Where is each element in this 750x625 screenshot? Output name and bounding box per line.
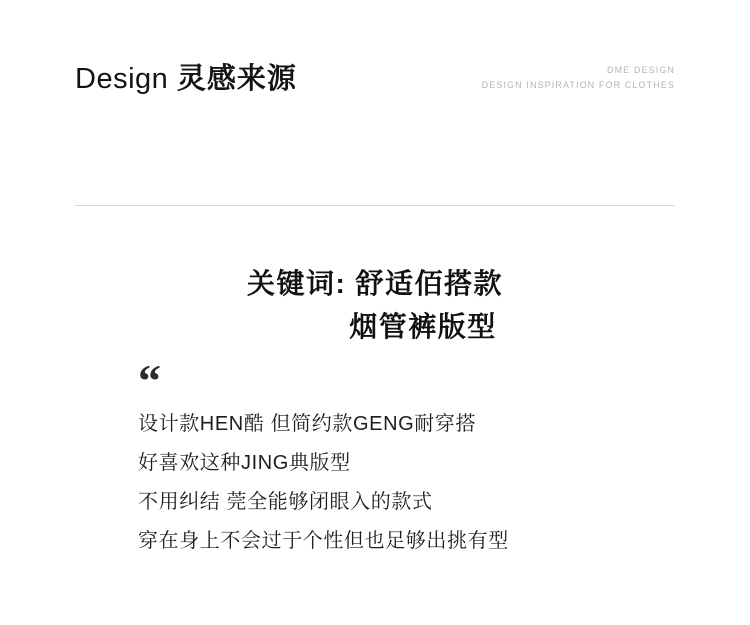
body-line: 好喜欢这种JING典版型 (138, 452, 351, 474)
page-title-cn: 灵感来源 (176, 63, 297, 95)
body-line: 设计款HEN酷 但简约款GENG耐穿搭 (138, 413, 477, 435)
quote-mark-icon: “ (138, 355, 161, 406)
header-subtitle-line-2: DESIGN INSPIRATION FOR CLOTHES (481, 79, 675, 90)
header-divider (75, 205, 675, 206)
header-subtitle (482, 63, 675, 97)
header-subtitle-line-1: DME DESIGN (606, 65, 675, 76)
body-line: 不用纠结 莞全能够闭眼入的款式 (138, 491, 433, 513)
keyword-line-1: 关键词: 舒适佰搭款 (246, 268, 504, 299)
page-title (75, 62, 297, 97)
body-line: 穿在身上不会过于个性但也足够出挑有型 (138, 530, 509, 552)
body-copy (138, 405, 675, 561)
page-title-en: Design (75, 63, 169, 95)
keyword-line-2: 烟管裤版型 (349, 311, 497, 343)
keywords-block (75, 262, 675, 349)
page-header (75, 62, 675, 97)
